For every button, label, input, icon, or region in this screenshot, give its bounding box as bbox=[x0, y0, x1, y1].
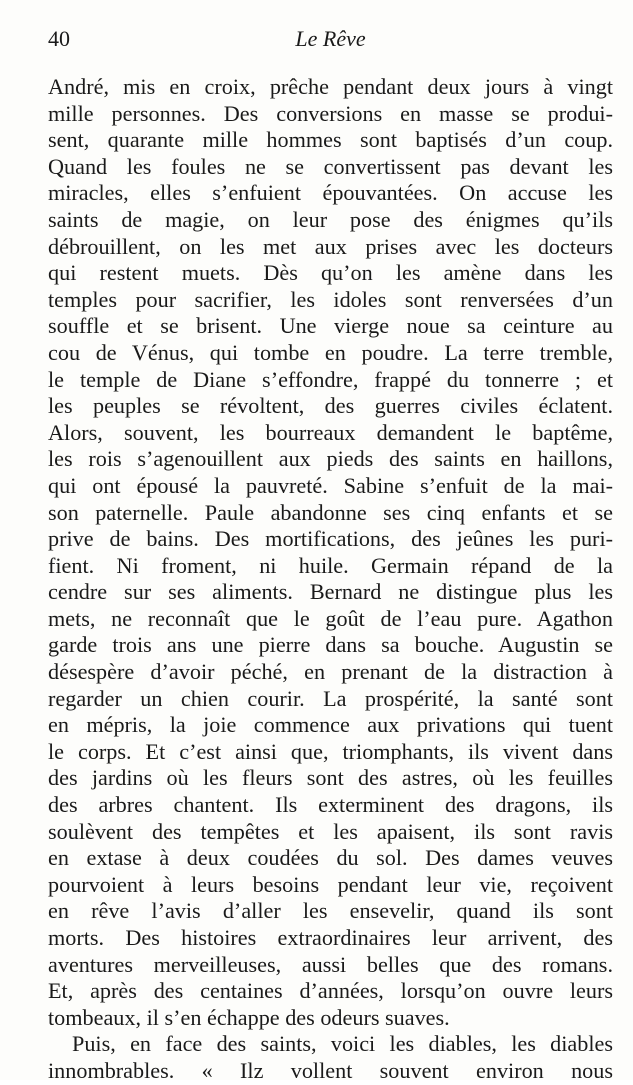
text-line: miracles, elles s’enfuient épouvantées. On accuse les bbox=[48, 180, 613, 206]
text-line: débrouillent, on les met aux prises avec les docteurs bbox=[48, 233, 613, 259]
text-line: en rêve l’avis d’aller les ensevelir, quand ils sont bbox=[48, 898, 613, 924]
paragraph-end-line: tombeaux, il s’en échappe des odeurs suaves. bbox=[48, 1004, 450, 1030]
text-line: en extase à deux coudées du sol. Des dames veuves bbox=[48, 845, 613, 871]
paragraph-start-line: Puis, en face des saints, voici les diables, les diables bbox=[72, 1031, 613, 1057]
text-line: André, mis en croix, prêche pendant deux jours à vingt bbox=[48, 74, 613, 99]
text-line: saints de magie, on leur pose des énigmes qu’ils bbox=[48, 206, 613, 232]
text-line: Quand les foules ne se convertissent pas devant les bbox=[48, 153, 613, 179]
text-line: prive de bains. Des mortifications, des jeûnes les puri- bbox=[48, 526, 613, 552]
text-line: Et, après des centaines d’années, lorsqu’on ouvre leurs bbox=[48, 978, 613, 1004]
running-title: Le Rêve bbox=[295, 26, 366, 51]
text-line: temples pour sacrifier, les idoles sont renversées d’un bbox=[48, 286, 613, 312]
text-line: regarder un chien courir. La prospérité, la santé sont bbox=[48, 685, 613, 711]
text-line: qui ont épousé la pauvreté. Sabine s’enfuit de la mai- bbox=[48, 472, 613, 498]
text-line: sent, quarante mille hommes sont baptisés d’un coup. bbox=[48, 127, 613, 153]
text-line: mille personnes. Des conversions en masse se produi- bbox=[48, 100, 613, 126]
page-number: 40 bbox=[48, 26, 70, 51]
text-line: souffle et se brisent. Une vierge noue sa ceinture au bbox=[48, 313, 613, 339]
text-line: pourvoient à leurs besoins pendant leur vie, reçoivent bbox=[48, 871, 613, 897]
text-line: mets, ne reconnaît que le goût de l’eau pure. Agathon bbox=[48, 605, 613, 631]
text-line: Alors, souvent, les bourreaux demandent le baptême, bbox=[48, 419, 613, 445]
text-line: en mépris, la joie commence aux privations qui tuent bbox=[48, 712, 613, 738]
text-line: cou de Vénus, qui tombe en poudre. La terre tremble, bbox=[48, 339, 613, 365]
text-line: qui restent muets. Dès qu’on les amène dans les bbox=[48, 260, 613, 286]
text-line: garde trois ans une pierre dans sa bouche. Augustin se bbox=[48, 632, 613, 658]
page-header bbox=[48, 26, 613, 56]
text-line: désespère d’avoir péché, en prenant de la distraction à bbox=[48, 659, 613, 685]
text-line: le temple de Diane s’effondre, frappé du tonnerre ; et bbox=[48, 366, 613, 392]
text-line: morts. Des histoires extraordinaires leur arrivent, des bbox=[48, 925, 613, 950]
text-line: son paternelle. Paule abandonne ses cinq enfants et se bbox=[48, 499, 613, 525]
text-line: soulèvent des tempêtes et les apaisent, ils sont ravis bbox=[48, 818, 613, 844]
text-line: innombrables. « Ilz vollent souvent environ nous bbox=[48, 1057, 613, 1083]
text-line: fient. Ni froment, ni huile. Germain répand de la bbox=[48, 552, 613, 578]
text-line: cendre sur ses aliments. Bernard ne distingue plus les bbox=[48, 579, 613, 605]
body-text bbox=[48, 74, 613, 1085]
text-line: des jardins où les fleurs sont des astres, où les feuilles bbox=[48, 765, 613, 791]
text-line: aventures merveilleuses, aussi belles que des romans. bbox=[48, 951, 613, 977]
text-line: les rois s’agenouillent aux pieds des saints en haillons, bbox=[48, 446, 613, 472]
text-line: le corps. Et c’est ainsi que, triomphants, ils vivent dans bbox=[48, 738, 613, 764]
text-line: les peuples se révoltent, des guerres civiles éclatent. bbox=[48, 393, 613, 419]
text-line: des arbres chantent. Ils exterminent des dragons, ils bbox=[48, 792, 613, 818]
